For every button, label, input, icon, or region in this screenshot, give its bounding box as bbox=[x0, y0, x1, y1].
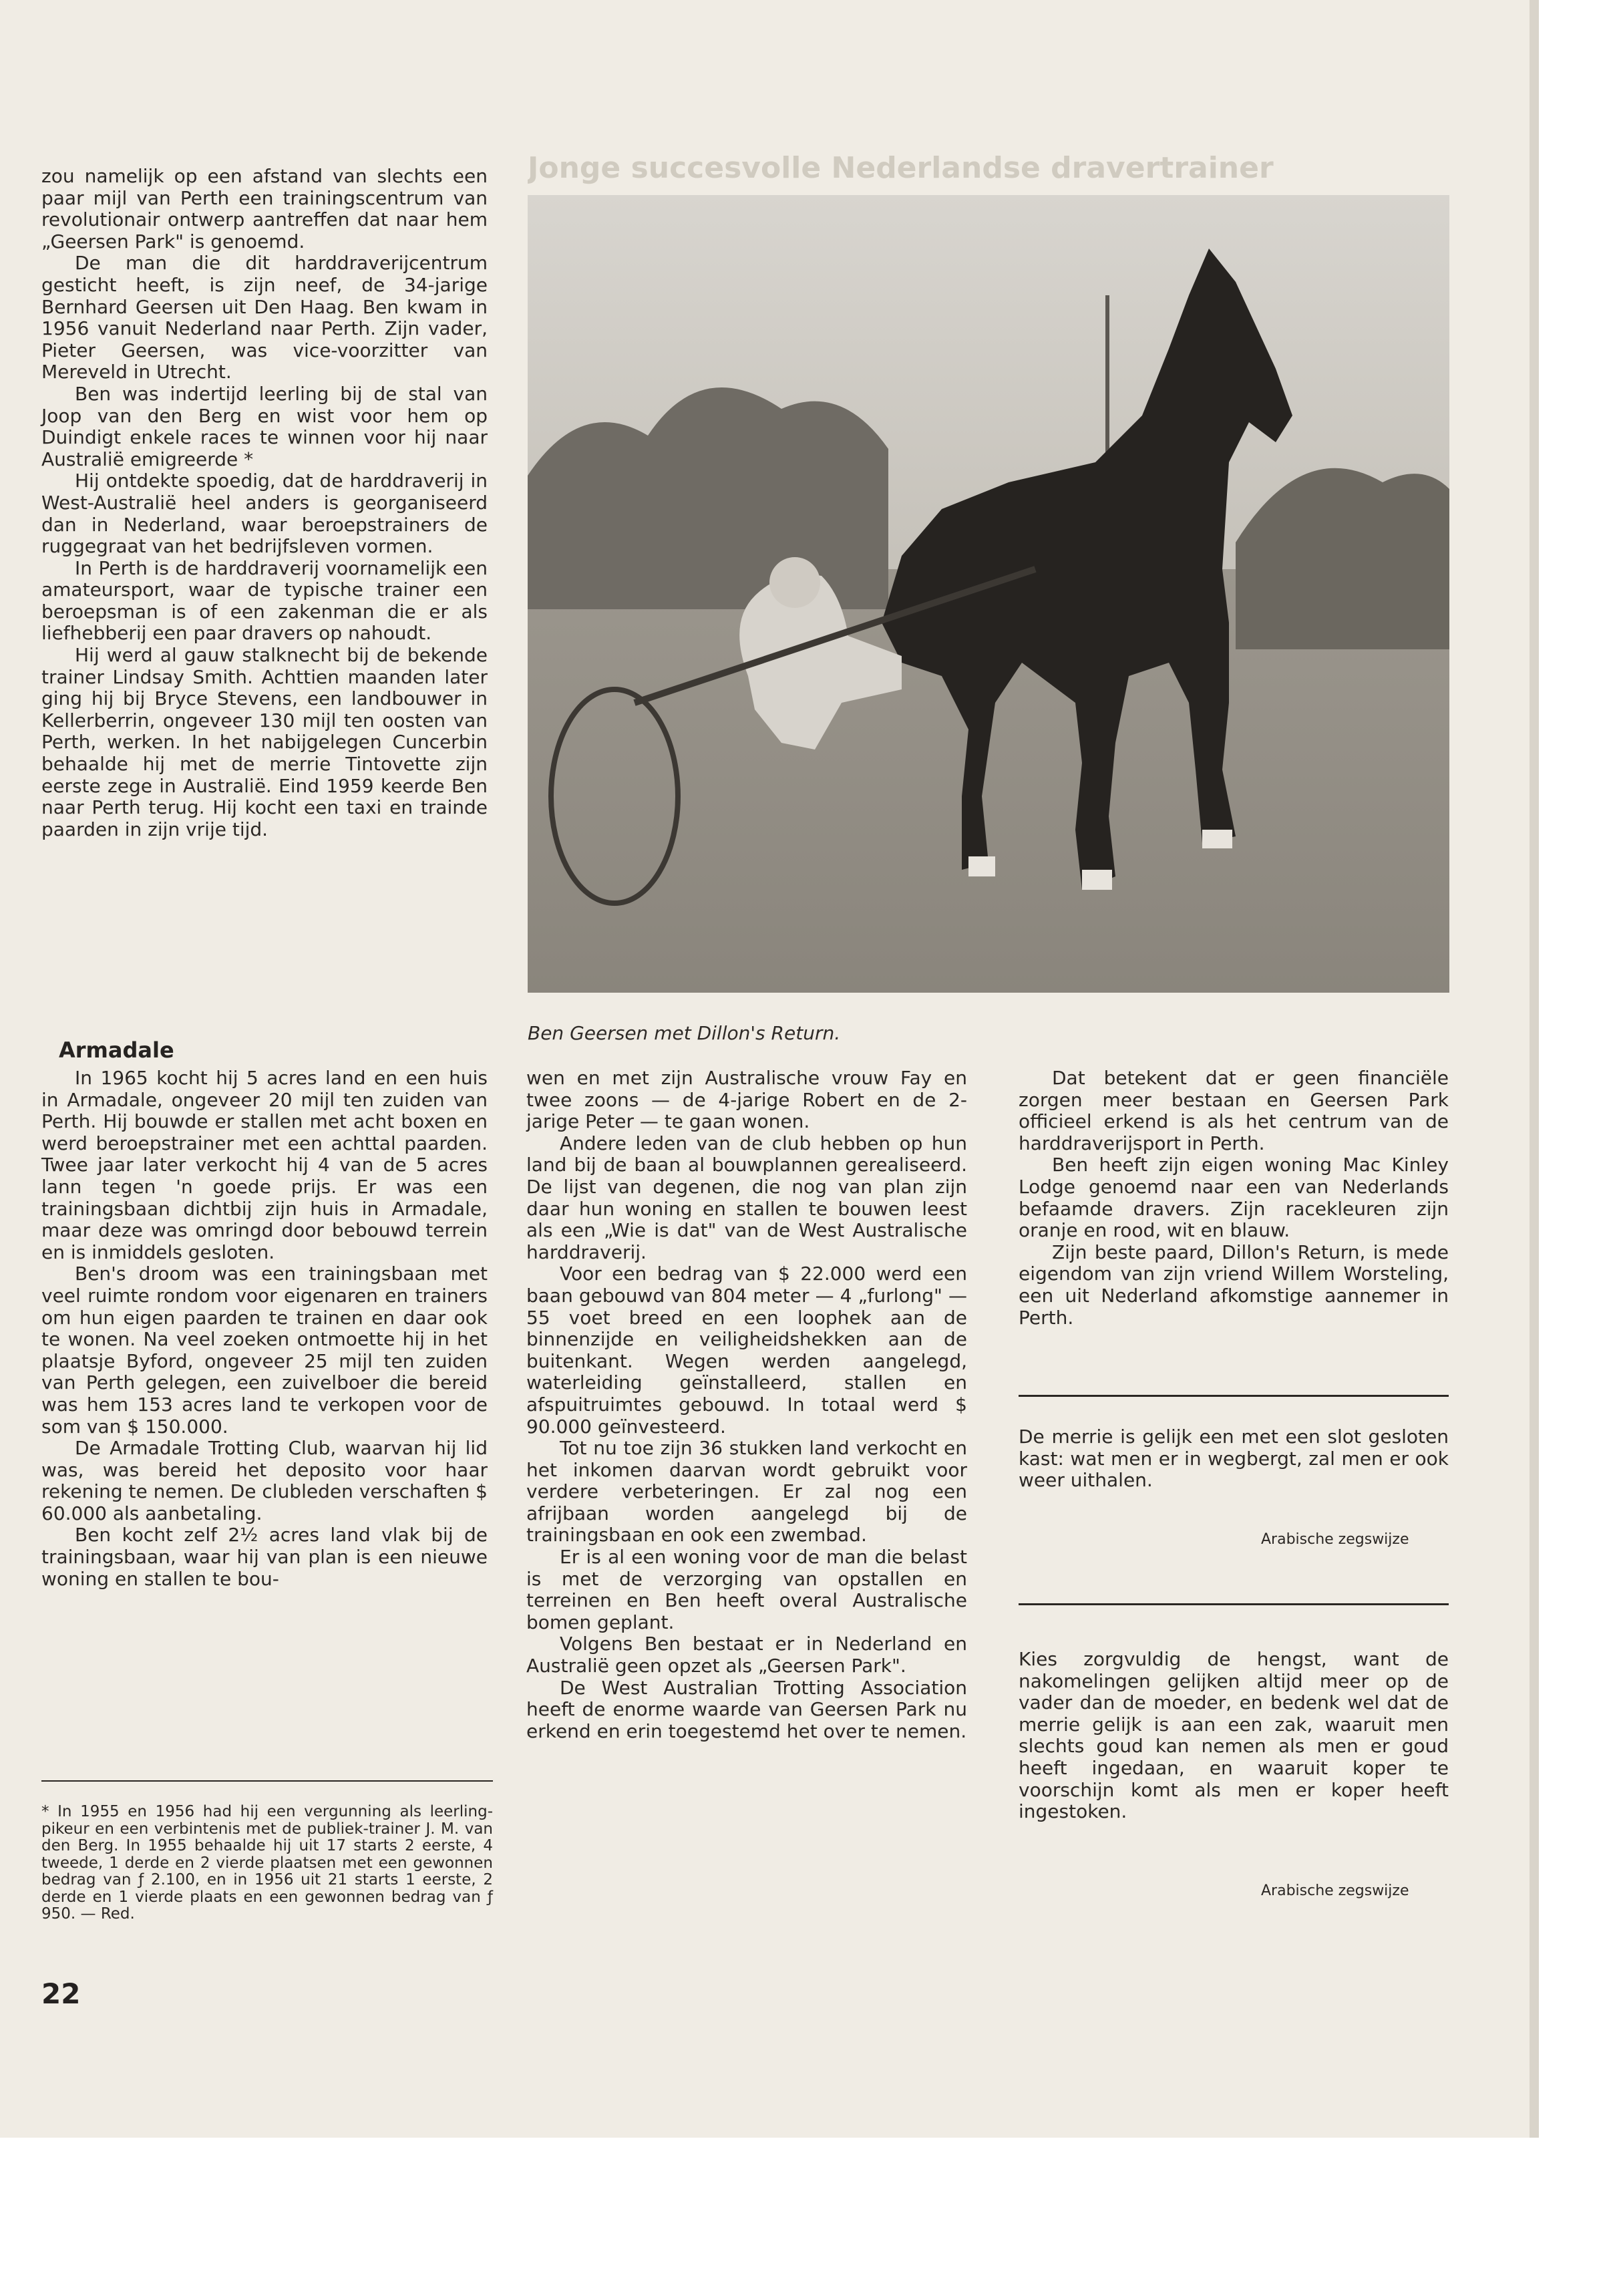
proverb-quote-2: Kies zorgvuldig de hengst, want de nakomelingen gelijken altijd meer op de vader dan de moeder, en bedenk wel dat de merrie gelijk is aan een zak, waaruit men slechts goud kan nemen als men er goud heeft ingedaan, en waaruit koper te voorschijn komt als men er koper heeft ingestoken. bbox=[1019, 1648, 1449, 1823]
column-1-continued bbox=[41, 1068, 488, 1590]
footnote: * In 1955 en 1956 had hij een vergunning als leerling-pikeur en een verbintenis met de publiek-trainer J. M. van den Berg. In 1955 behaalde hij uit 17 starts 2 eerste, 4 tweede, 1 derde en 2 vierde plaatsen met een gewonnen bedrag van ƒ 2.100, en in 1956 uit 21 starts 1 eerste, 2 derde en 1 vierde plaats en een gewonnen bedrag van ƒ 950. — Red. bbox=[41, 1803, 493, 1923]
paragraph: Ben's droom was een trainingsbaan met veel ruimte rondom voor eigenaren en trainers om hun eigen paarden te trainen en daar ook te wonen. Na veel zoeken ontmoette hij in het plaatsje Byford, ongeveer 25 mijl ten zuiden van Perth gelegen, een zuivelboer die bereid was hem 153 acres land te verkopen voor de som van $ 150.000. bbox=[41, 1263, 488, 1438]
paragraph: Voor een bedrag van $ 22.000 werd een baan gebouwd van 804 meter — 4 „furlong" — 55 voet breed en een loophek aan de binnenzijde en veiligheidshekken aan de buitenkant. Wegen werden aangelegd, waterleiding geïnstalleerd, stallen en afspuitruimtes gebouwd. In totaal werd $ 90.000 geïnvesteerd. bbox=[526, 1263, 967, 1438]
photo-caption: Ben Geersen met Dillon's Return. bbox=[528, 1022, 841, 1044]
paragraph: Ben heeft zijn eigen woning Mac Kinley Lodge genoemd naar een van Nederlands befaamde dravers. Zijn racekleuren zijn oranje en rood, wit en blauw. bbox=[1019, 1154, 1449, 1242]
paragraph: Hij ontdekte spoedig, dat de harddraverij in West-Australië heel anders is georganiseerd dan in Nederland, waar beroepstrainers de ruggegraat van het bedrijfsleven vormen. bbox=[41, 470, 488, 558]
paragraph: De Armadale Trotting Club, waarvan hij lid was, was bereid het deposito voor haar rekening te nemen. De clubleden verschaften $ 60.000 als aanbetaling. bbox=[41, 1437, 488, 1524]
driver-head bbox=[769, 557, 820, 608]
footnote-rule bbox=[41, 1780, 493, 1782]
quote-2-rule bbox=[1019, 1603, 1449, 1605]
paragraph: Hij werd al gauw stalknecht bij de bekende trainer Lindsay Smith. Achttien maanden later ging hij bij Bryce Stevens, een landbouwer in Kellerberrin, ongeveer 130 mijl ten oosten van Perth, werken. In het nabijgelegen Cuncerbin behaalde hij met de merrie Tintovette zijn eerste zege in Australië. Eind 1959 keerde Ben naar Perth terug. Hij kocht een taxi en trainde paarden in zijn vrije tijd. bbox=[41, 644, 488, 840]
column-2 bbox=[526, 1068, 967, 1742]
paragraph: De man die dit harddraverijcentrum gesticht heeft, is zijn neef, de 34-jarige Bernhard Geersen uit Den Haag. Ben kwam in 1956 vanuit Nederland naar Perth. Zijn vader, Pieter Geersen, was vice-voorzitter van Mereveld in Utrecht. bbox=[41, 252, 488, 383]
proverb-quote-1: De merrie is gelijk een met een slot gesloten kast: wat men er in wegbergt, zal men er ook weer uithalen. bbox=[1019, 1426, 1449, 1492]
paragraph: Dat betekent dat er geen financiële zorgen meer bestaan en Geersen Park officieel erkend is als het centrum van de harddraverijsport in Perth. bbox=[1019, 1067, 1449, 1154]
section-heading: Armadale bbox=[59, 1037, 174, 1063]
paragraph: Andere leden van de club hebben op hun land bij de baan al bouwplannen gerealiseerd. De lijst van degenen, die nog van plan zijn daar hun woning en stallen te bouwen leest als een „Wie is dat" van de West Australische harddraverij. bbox=[526, 1132, 967, 1263]
horse-photo bbox=[528, 195, 1449, 993]
paragraph: In 1965 kocht hij 5 acres land en een huis in Armadale, ongeveer 20 mijl ten zuiden van Perth. Hij bouwde er stallen met acht boxen en werd beroepstrainer met een achttal paarden. Twee jaar later verkocht hij 4 van de 5 acres lann tegen 'n goede prijs. Er was een trainingsbaan dichtbij zijn huis in Armadale, maar deze was omringd door bebouwd terrein en is inmiddels gesloten. bbox=[41, 1067, 488, 1263]
paragraph: zou namelijk op een afstand van slechts een paar mijl van Perth een trainingscentrum van revolutionair ontwerp aantreffen dat naar hem „Geersen Park" is genoemd. bbox=[41, 165, 488, 253]
bleed-through-title: Jonge succesvolle Nederlandse dravertrainer bbox=[528, 151, 1274, 185]
paragraph: Er is al een woning voor de man die belast is met de verzorging van opstallen en terreinen en Ben heeft overal Australische bomen geplant. bbox=[526, 1546, 967, 1633]
paragraph: De West Australian Trotting Association heeft de enorme waarde van Geersen Park nu erkend en erin toegestemd het over te nemen. bbox=[526, 1676, 967, 1742]
column-3 bbox=[1019, 1068, 1449, 1329]
proverb-attribution-1: Arabische zegswijze bbox=[1261, 1531, 1409, 1548]
paragraph: In Perth is de harddraverij voornamelijk een amateursport, waar de typische trainer een beroepsman is of een zakenman die er als liefhebberij een paar dravers op nahoudt. bbox=[41, 556, 488, 645]
paragraph: Tot nu toe zijn 36 stukken land verkocht en het inkomen daarvan wordt gebruikt voor verdere verbeteringen. Er zal nog een afrijbaan worden aangelegd bij de trainingsbaan en ook een zwembad. bbox=[526, 1437, 967, 1546]
quote-1-rule bbox=[1019, 1395, 1449, 1397]
paragraph: Ben kocht zelf 2½ acres land vlak bij de trainingsbaan, waar hij van plan is een nieuwe woning en stallen te bou- bbox=[41, 1524, 488, 1590]
proverb-attribution-2: Arabische zegswijze bbox=[1261, 1882, 1409, 1899]
page-number: 22 bbox=[41, 1977, 81, 2010]
paragraph: Volgens Ben bestaat er in Nederland en Australië geen opzet als „Geersen Park". bbox=[526, 1633, 967, 1677]
page-edge-shadow bbox=[1530, 0, 1539, 2138]
paragraph: wen en met zijn Australische vrouw Fay en twee zoons — de 4-jarige Robert en de 2-jarige Peter — te gaan wonen. bbox=[526, 1067, 967, 1133]
paragraph: Ben was indertijd leerling bij de stal van Joop van den Berg en wist voor hem op Duindigt enkele races te winnen voor hij naar Australië emigreerde * bbox=[41, 382, 488, 470]
column-1 bbox=[41, 166, 488, 840]
paragraph: Zijn beste paard, Dillon's Return, is mede eigendom van zijn vriend Willem Worsteling, een uit Nederland afkomstige aannemer in Perth. bbox=[1019, 1241, 1449, 1329]
